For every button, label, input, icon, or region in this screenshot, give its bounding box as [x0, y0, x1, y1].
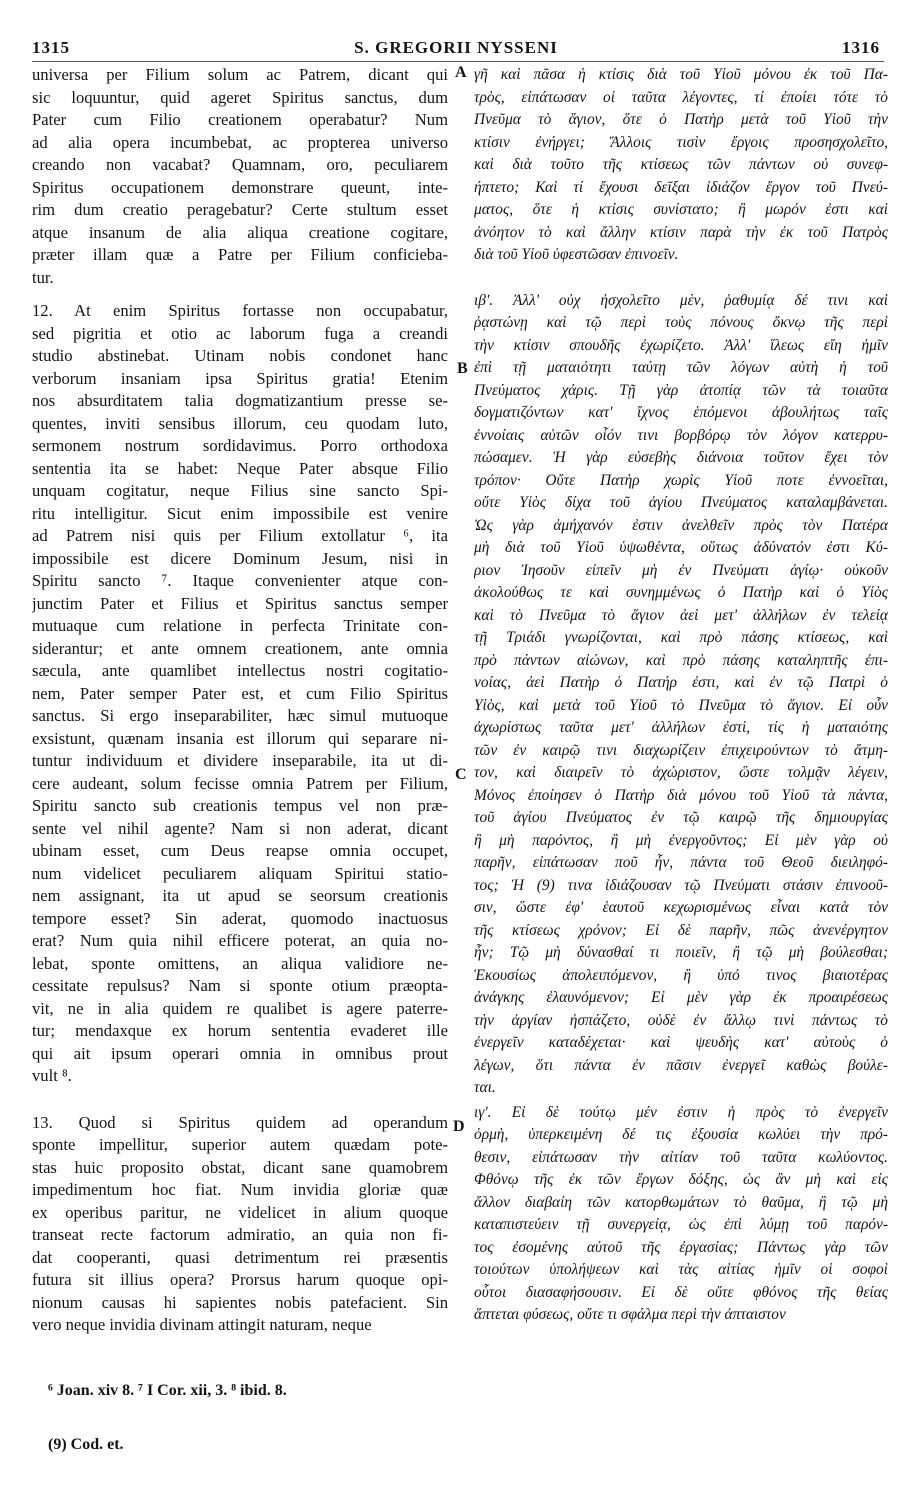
latin-line: sed pigritia et otio ac laborum fuga a creandi: [32, 323, 448, 343]
greek-line: ιγʹ. Εἰ δὲ τούτῳ μέν ἐστιν ἡ πρὸς τὸ ἐνεργεῖν: [474, 1103, 888, 1121]
greek-line: γῆ καὶ πᾶσα ἡ κτίσις διὰ τοῦ Υἱοῦ μόνου ἐκ τοῦ Πα-: [474, 66, 888, 83]
greek-line: ὁρμὴ, ὑπερκειμένη δέ τις ἐξουσία κωλύει τὴν πρό-: [474, 1126, 888, 1143]
greek-paragraph-13: [474, 1102, 888, 1327]
latin-line: tempore esset? Sin aderat, quomodo inactuosus: [32, 908, 448, 928]
greek-line: ἐνεργεῖν καταδέχεται· καὶ ψευδὴς κατ' αὐτοὺς ὁ: [474, 1034, 888, 1051]
greek-line: Υἱὸς, καὶ μετὰ τοῦ Υἱοῦ τὸ Πνεῦμα τὸ ἅγιον. Εἰ οὖν: [474, 696, 888, 714]
latin-line: studio abstinebat. Utinam nobis condonet hanc: [32, 346, 448, 365]
footnote-codex-note: (9) Cod. et.: [48, 1436, 124, 1453]
latin-paragraph-13: [32, 1112, 448, 1337]
greek-line: ἐννοίαις αὐτῶν οἷόν τινι βορβόρῳ τὸν λόγον κατερρυ-: [474, 426, 888, 444]
greek-line: ἢ μὴ παρόντος, ἢ μὴ ἐνεργοῦντος; Εἰ μὲν γὰρ οὐ: [474, 831, 888, 849]
latin-line: impossibile est dicere Dominum Jesum, nisi in: [32, 548, 448, 568]
latin-paragraph-12: [32, 300, 448, 1088]
latin-line: ad Patrem nisi quis per Filium extollatur ⁶, ita: [32, 526, 448, 545]
latin-line: num videlicet peculiarem aliquam Spiritui statio-: [32, 863, 448, 883]
greek-line: δογματιζόντων κατ' ἴχνος ἑπόμενοι ἀβουλήτως ταῖς: [474, 404, 888, 421]
latin-line: præter illam quæ a Patre per Filium conficieba-: [32, 245, 448, 264]
running-title: S. GREGORII NYSSENI: [354, 38, 558, 57]
latin-line: unquam cogitatur, neque Filius sine sancto Spi-: [32, 481, 448, 500]
greek-line: τρόπον· Οὔτε Πατὴρ χωρὶς Υἱοῦ ποτε ἐννοεῖται,: [474, 471, 888, 489]
margin-marker-a: A: [455, 64, 467, 81]
latin-line: ritu intelligitur. Sicut enim impossibile est venire: [32, 503, 448, 523]
margin-marker-b: B: [457, 360, 468, 377]
latin-line: sententia ita se habet: Neque Pater absque Filio: [32, 458, 448, 478]
greek-line: Ἑκουσίως ἀπολειπόμενον, ἢ ὑπό τινος βιαιοτέρας: [474, 966, 888, 984]
greek-line: ἀνάγκης ἐλαυνόμενον; Εἰ μὲν γὰρ ἐκ προαιρέσεως: [474, 989, 888, 1006]
header-rule: [32, 61, 884, 62]
latin-line: Pater cum Filio creationem operabatur? Num: [32, 110, 448, 129]
greek-line: τρὸς, εἰπάτωσαν οἱ ταῦτα λέγοντες, τί ἐποίει τότε τὸ: [474, 88, 888, 106]
latin-paragraph-11: [32, 64, 448, 289]
greek-line: τῶν ἐν καιρῷ τινι διαχωρίζειν ἐπιχειρούντων τὸ ἄτμη-: [474, 741, 888, 759]
latin-line: qui ait ipsum operari omnia in omnibus prout: [32, 1043, 448, 1063]
latin-line: verborum insaniam ipsa Spiritus gratia! Etenim: [32, 368, 448, 388]
greek-line: καὶ διὰ τοῦτο τῆς κτίσεως τῶν πάντων οὐ συνεφ-: [474, 156, 888, 173]
greek-line: ἀνόητον τὸ καὶ ἄλλην κτίσιν παρὰ τὴν ἐκ τοῦ Πατρὸς: [474, 223, 888, 241]
latin-line: stas huic proposito obstat, dicant sane quamobrem: [32, 1157, 448, 1177]
greek-line: καὶ τὸ Πνεῦμα τὸ ἅγιον ἀεὶ μετ' ἀλλήλων ἐν τελείᾳ: [474, 606, 888, 624]
greek-line: ἅπτεται φύσεως, οὔτε τι σφάλμα περὶ τὴν ἀπταιστον: [474, 1306, 786, 1323]
latin-line: universa per Filium solum ac Patrem, dicant qui: [32, 65, 448, 84]
greek-line: ἄλλον διαβαίη τῶν κατορθωμάτων τὸ θαῦμα, ἢ τῷ μὴ: [474, 1193, 888, 1211]
greek-line: Ὡς γὰρ ἀμήχανόν ἐστιν ἀνελθεῖν πρὸς τὸν Πατέρα: [474, 516, 888, 534]
latin-line: cere audeant, solum fecisse omnia Patrem per Filium,: [32, 773, 448, 793]
greek-line: τος; Ἡ (9) τινα ἰδιάζουσαν τῷ Πνεύματι στάσιν ἐπινοοῦ-: [474, 876, 888, 894]
left-page-number: 1315: [32, 38, 70, 57]
greek-line: τῆς κτίσεως χρόνον; Εἰ δὲ παρῆν, πῶς ἀνενέργητον: [474, 921, 888, 939]
greek-line: σιν, ὥστε ἐφ' ἑαυτοῦ κεχωρισμένως εἶναι κατὰ τὸν: [474, 899, 888, 916]
latin-line: quentes, inviti sensibus illorum, ceu quodam luto,: [32, 413, 448, 433]
latin-line: 12. At enim Spiritus fortasse non occupabatur,: [32, 301, 448, 320]
latin-line: transeat recte factorum admiratio, an quia non fi-: [32, 1225, 448, 1244]
latin-line: tur.: [32, 267, 54, 287]
latin-line: vult ⁸.: [32, 1066, 72, 1085]
latin-line: nos absurditatem talia dogmatizantium presse se-: [32, 391, 448, 410]
greek-line: Μόνος ἐποίησεν ὁ Πατὴρ διὰ μόνου τοῦ Υἱοῦ τὰ πάντα,: [474, 786, 888, 804]
latin-line: vero neque invidia divinam attingit naturam, neque: [32, 1315, 372, 1334]
greek-line: διὰ τοῦ Υἱοῦ ὑφεστῶσαν ἐπινοεῖν.: [474, 246, 679, 263]
latin-line: mutuaque cum relatione in perfecta Trinitate con-: [32, 616, 448, 635]
greek-line: πώσαμεν. Ἡ γὰρ εὐσεβὴς διάνοια τοῦτον ἔχει τὸν: [474, 449, 888, 466]
right-page-number: 1316: [841, 38, 880, 57]
greek-line: μὴ διὰ τοῦ Υἱοῦ ὑψωθέντα, οὕτως ἀδύνατόν ἐστι Κύ-: [474, 539, 888, 556]
greek-line: παρῆν, εἰπάτωσαν ποῦ ἦν, πάντα τοῦ Θεοῦ διειληφό-: [474, 854, 888, 871]
greek-line: ἀχωρίστως ταῦτα μετ' ἀλλήλων ἐστὶ, τίς ἡ ματαιότης: [474, 719, 888, 736]
margin-marker-c: C: [455, 766, 467, 783]
margin-marker-d: D: [453, 1118, 465, 1135]
latin-line: erat? Num quia nihil efficere poterat, an quia no-: [32, 931, 448, 950]
latin-line: sponte impellitur, superior autem quædam pote-: [32, 1135, 448, 1154]
latin-line: ex operibus paritur, ne videlicet in alium quoque: [32, 1202, 448, 1222]
greek-line: τῇ Τριάδι γνωρίζονται, καὶ πρὸ πάσης κτίσεως, καὶ: [474, 629, 888, 646]
greek-line: ιβʹ. Ἀλλ' οὐχ ἠσχολεῖτο μὲν, ῥαθυμίᾳ δέ τινι καὶ: [474, 291, 888, 309]
greek-paragraph-11: [474, 64, 888, 267]
greek-line: τος ἐσομένης αὐτοῦ τῆς ἐργασίας; Πάντως γὰρ τῶν: [474, 1238, 888, 1256]
latin-line: atque insanum de alia aliqua creatione cogitare,: [32, 222, 448, 242]
greek-line: οὗτοι διασαφήσουσιν. Εἰ δὲ οὔτε φθόνος τῆς θείας: [474, 1283, 888, 1301]
latin-line: nem, Pater semper Pater est, et cum Filio Spiritus: [32, 683, 448, 703]
greek-line: Πνεῦμα τὸ ἅγιον, ὅτε ὁ Πατὴρ μετὰ τοῦ Υἱοῦ τὴν: [474, 111, 888, 128]
greek-column: [474, 64, 888, 1327]
latin-line: vit, ne in alia quidem re qualibet is agere paterre-: [32, 998, 448, 1018]
greek-line: ται.: [474, 1079, 496, 1096]
latin-line: siderantur; et ante omnem creationem, ante omnia: [32, 638, 448, 658]
latin-line: ad alia opera incumbebat, ac propterea universo: [32, 132, 448, 152]
latin-line: creando non vacabat? Quamnam, oro, peculiarem: [32, 155, 448, 174]
latin-line: exsistunt, quænam insania est illorum qui separare ni-: [32, 728, 448, 748]
greek-line: ματος, ὅτε ἡ κτίσις συνίστατο; ἢ μωρόν ἐστι καὶ: [474, 201, 888, 218]
latin-line: tur; mendaxque ex horum sententia evaderet ille: [32, 1021, 448, 1040]
latin-line: sæcula, ante quamlibet intellectus nostri cogitatio-: [32, 661, 448, 680]
latin-column: [32, 64, 448, 1337]
latin-line: cessitate repulsus? Nam si sponte otium præopta-: [32, 976, 448, 995]
latin-line: Spiritu sancto sub creationis tempus vel non præ-: [32, 796, 448, 815]
greek-line: ῥᾳστώνῃ καὶ τῷ περὶ τοὺς πόνους ὄκνῳ τῆς περὶ: [474, 314, 888, 331]
greek-line: Φθόνῳ τῆς ἐκ τῶν ἔργων δόξης, ὡς ἂν μὴ καὶ εἰς: [474, 1171, 888, 1188]
latin-line: sanctus. Si ergo inseparabiliter, hæc simul mutuoque: [32, 706, 448, 725]
page-header: [32, 36, 880, 60]
latin-line: nem assignant, ita ut apud se seorsum creationis: [32, 886, 448, 905]
latin-line: futura sit illius opera? Prorsus harum quoque opi-: [32, 1270, 448, 1289]
greek-line: ήπτετο; Καὶ τί ἔχουσι δεῖξαι ἰδιάζον ἔργον τοῦ Πνεύ-: [474, 178, 888, 196]
latin-line: nionum causas hi sapientes nobis patefacient. Sin: [32, 1292, 448, 1312]
footnote-references: ⁶ Joan. xiv 8. ⁷ I Cor. xii, 3. ⁸ ibid. 8.: [48, 1382, 287, 1399]
greek-line: τὴν κτίσιν σπουδῆς ἐχωρίζετο. Ἀλλ' ἵλεως εἴη ἡμῖν: [474, 336, 888, 354]
latin-line: sermonem nostrum sordidavimus. Porro orthodoxa: [32, 436, 448, 455]
latin-line: junctim Pater et Filius et Spiritus sanctus semper: [32, 593, 448, 613]
greek-paragraph-12: [474, 290, 888, 1100]
latin-line: 13. Quod si Spiritus quidem ad operandum: [32, 1112, 448, 1132]
latin-line: rim dum creatio peragebatur? Certe stultum esset: [32, 200, 448, 219]
latin-line: sente vel nihil agente? Nam si non aderat, dicant: [32, 818, 448, 838]
greek-line: τὴν ἀργίαν ἠσπάζετο, οὐδὲ ἐν ἄλλῳ τινὶ πάντως τὸ: [474, 1011, 888, 1029]
greek-line: τοῦ ἁγίου Πνεύματος ἐν τῷ καιρῷ τῆς δημιουργίας: [474, 809, 888, 826]
greek-line: Πνεύματος χάρις. Τῇ γὰρ ἀτοπίᾳ τῶν τὰ τοιαῦτα: [474, 381, 888, 399]
greek-line: κτίσιν ἐνήργει; Ἄλλοις τισὶν ἔργοις προσησχολεῖτο,: [474, 133, 888, 151]
latin-line: dat cooperanti, quasi detrimentum rei præsentis: [32, 1247, 448, 1267]
latin-line: ubinam esset, cum Deus reapse omnia occupet,: [32, 841, 448, 860]
greek-line: τον, καὶ διαιρεῖν τὸ ἀχώριστον, ὥστε τολμᾷν λέγειν,: [474, 764, 888, 781]
greek-line: ἦν; Τῷ μὴ δύνασθαί τι ποιεῖν, ἢ τῷ μὴ βούλεσθαι;: [474, 944, 888, 961]
greek-line: πρὸ πάντων αἰώνων, καὶ πρὸ πάσης καταληπτῆς ἐπι-: [474, 651, 888, 669]
greek-line: τοιούτων ὑπολήψεων καὶ τὰς αἰτίας ἡμῖν οἱ σοφοὶ: [474, 1261, 888, 1278]
greek-line: ἐπὶ τῇ ματαιότητι ταύτῃ τῶν λόγων αὐτὴ ἡ τοῦ: [474, 359, 888, 376]
greek-line: θεσιν, εἰπάτωσαν τὴν αἰτίαν τοῦ ταῦτα κωλύοντος.: [474, 1148, 888, 1166]
greek-line: ἀκολούθως τε καὶ συνημμένως ὁ Πατὴρ καὶ ὁ Υἱὸς: [474, 584, 888, 601]
latin-line: sic loquuntur, quid ageret Spiritus sanctus, dum: [32, 87, 448, 107]
latin-line: impedimentum hoc fiat. Num invidia gloriæ quæ: [32, 1180, 448, 1199]
latin-line: tuntur individuum et dividere inseparabile, ita ut di-: [32, 751, 448, 770]
latin-line: Spiritus occupationem demonstrare queunt, inte-: [32, 177, 448, 197]
greek-line: οὔτε Υἱὸς δίχα τοῦ ἁγίου Πνεύματος καταλαμβάνεται.: [474, 494, 888, 511]
latin-line: Spiritu sancto ⁷. Itaque convenienter atque con-: [32, 571, 448, 590]
greek-line: νοίας, ἀεὶ Πατὴρ ὁ Πατήρ ἐστι, καὶ ἐν τῷ Πατρὶ ὁ: [474, 674, 888, 691]
greek-line: λέγων, ὅτι πάντα ἐν πᾶσιν ἐνεργεῖ καθὼς βούλε-: [474, 1056, 888, 1074]
greek-line: ριον Ἰησοῦν εἰπεῖν μὴ ἐν Πνεύματι ἁγίῳ· οὐκοῦν: [474, 561, 888, 579]
latin-line: lebat, sponte omittens, an aliqua validiore ne-: [32, 953, 448, 973]
greek-line: καταπιστεύειν τῇ συνεργείᾳ, ὡς ἐπὶ λύμῃ τοῦ παρόν-: [474, 1216, 888, 1233]
